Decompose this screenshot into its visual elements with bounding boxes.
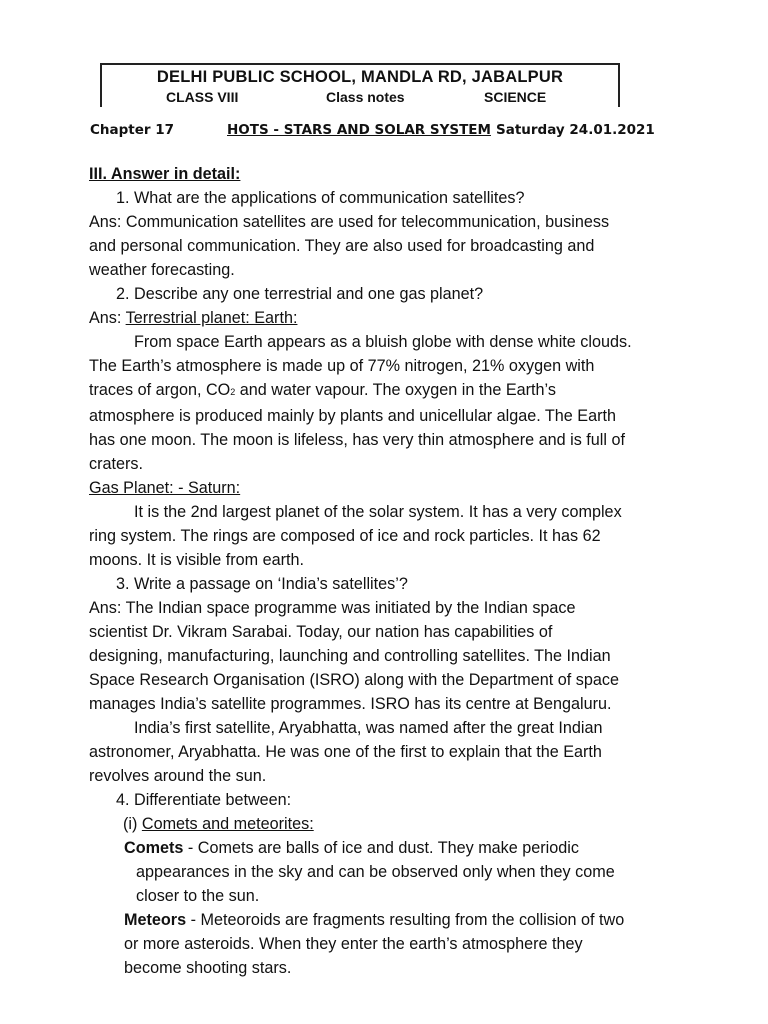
school-header-box	[100, 63, 620, 107]
section-title: III. Answer in detail:	[89, 165, 241, 183]
answer-2-co2-line	[89, 378, 689, 404]
question-4-sub	[89, 812, 689, 836]
meteors-line: become shooting stars.	[124, 959, 292, 977]
answer-2-line: atmosphere is produced mainly by plants and unicellular algae. The Earth	[89, 407, 617, 425]
answer-2-heading	[89, 306, 689, 330]
answer-3-line: manages India’s satellite programmes. ISRO has its centre at Bengaluru.	[89, 695, 612, 713]
answer-1-line: and personal communication. They are also used for broadcasting and	[89, 237, 595, 255]
gas-line: It is the 2nd largest planet of the solar system. It has a very complex	[134, 503, 622, 521]
comets-line	[89, 836, 689, 860]
answer-1-line: Ans: Communication satellites are used for telecommunication, business	[89, 213, 610, 231]
comets-line: closer to the sun.	[136, 887, 260, 905]
answer-2-line: The Earth’s atmosphere is made up of 77% nitrogen, 21% oxygen with	[89, 357, 595, 375]
comets-line: appearances in the sky and can be observed only when they come	[136, 863, 615, 881]
gas-line: moons. It is visible from earth.	[89, 551, 305, 569]
answer-3-para2-line: India’s first satellite, Aryabhatta, was named after the great Indian	[134, 719, 603, 737]
comets-term: Comets	[124, 839, 184, 857]
question-1: 1. What are the applications of communication satellites?	[116, 189, 525, 207]
ans-prefix: Ans:	[89, 309, 126, 327]
answer-3-line: Ans: The Indian space programme was initiated by the Indian space	[89, 599, 576, 617]
chapter-number: Chapter 17	[90, 122, 175, 138]
co2-after: and water vapour. The oxygen in the Earth’s	[235, 381, 556, 399]
answer-3-line: designing, manufacturing, launching and controlling satellites. The Indian	[89, 647, 611, 665]
terrestrial-heading: Terrestrial planet: Earth:	[125, 309, 298, 327]
sub-label: Comets and meteorites:	[141, 815, 314, 833]
meteors-line	[89, 908, 689, 932]
subject-label: SCIENCE	[484, 89, 547, 105]
answer-3-para2-line: astronomer, Aryabhatta. He was one of the first to explain that the Earth	[89, 743, 602, 761]
answer-2-line: craters.	[89, 455, 143, 473]
gas-heading: Gas Planet: - Saturn:	[89, 479, 241, 497]
notes-content	[89, 162, 689, 980]
answer-3-line: scientist Dr. Vikram Sarabai. Today, our nation has capabilities of	[89, 623, 553, 641]
chapter-date: Saturday 24.01.2021	[496, 122, 655, 138]
answer-3-line: Space Research Organisation (ISRO) along with the Department of space	[89, 671, 619, 689]
class-label: CLASS VIII	[166, 89, 239, 105]
meteors-text: - Meteoroids are fragments resulting from the collision of two	[186, 911, 625, 929]
school-name: DELHI PUBLIC SCHOOL, MANDLA RD, JABALPUR	[156, 68, 564, 86]
co2-subscript: 2	[230, 387, 236, 397]
meteors-line: or more asteroids. When they enter the earth’s atmosphere they	[124, 935, 583, 953]
sub-number: (i)	[123, 815, 142, 833]
answer-2-line: From space Earth appears as a bluish globe with dense white clouds.	[134, 333, 632, 351]
answer-1-line: weather forecasting.	[89, 261, 235, 279]
gas-line: ring system. The rings are composed of ice and rock particles. It has 62	[89, 527, 601, 545]
meteors-term: Meteors	[124, 911, 187, 929]
question-2: 2. Describe any one terrestrial and one gas planet?	[116, 285, 484, 303]
question-3: 3. Write a passage on ‘India’s satellites’?	[116, 575, 408, 593]
answer-3-para2-line: revolves around the sun.	[89, 767, 267, 785]
question-4: 4. Differentiate between:	[116, 791, 292, 809]
comets-text: - Comets are balls of ice and dust. They make periodic	[183, 839, 579, 857]
chapter-title: HOTS - STARS AND SOLAR SYSTEM	[227, 122, 491, 138]
answer-2-line: has one moon. The moon is lifeless, has very thin atmosphere and is full of	[89, 431, 625, 449]
co2-before: traces of argon, CO	[89, 381, 231, 399]
notes-label: Class notes	[326, 89, 405, 105]
